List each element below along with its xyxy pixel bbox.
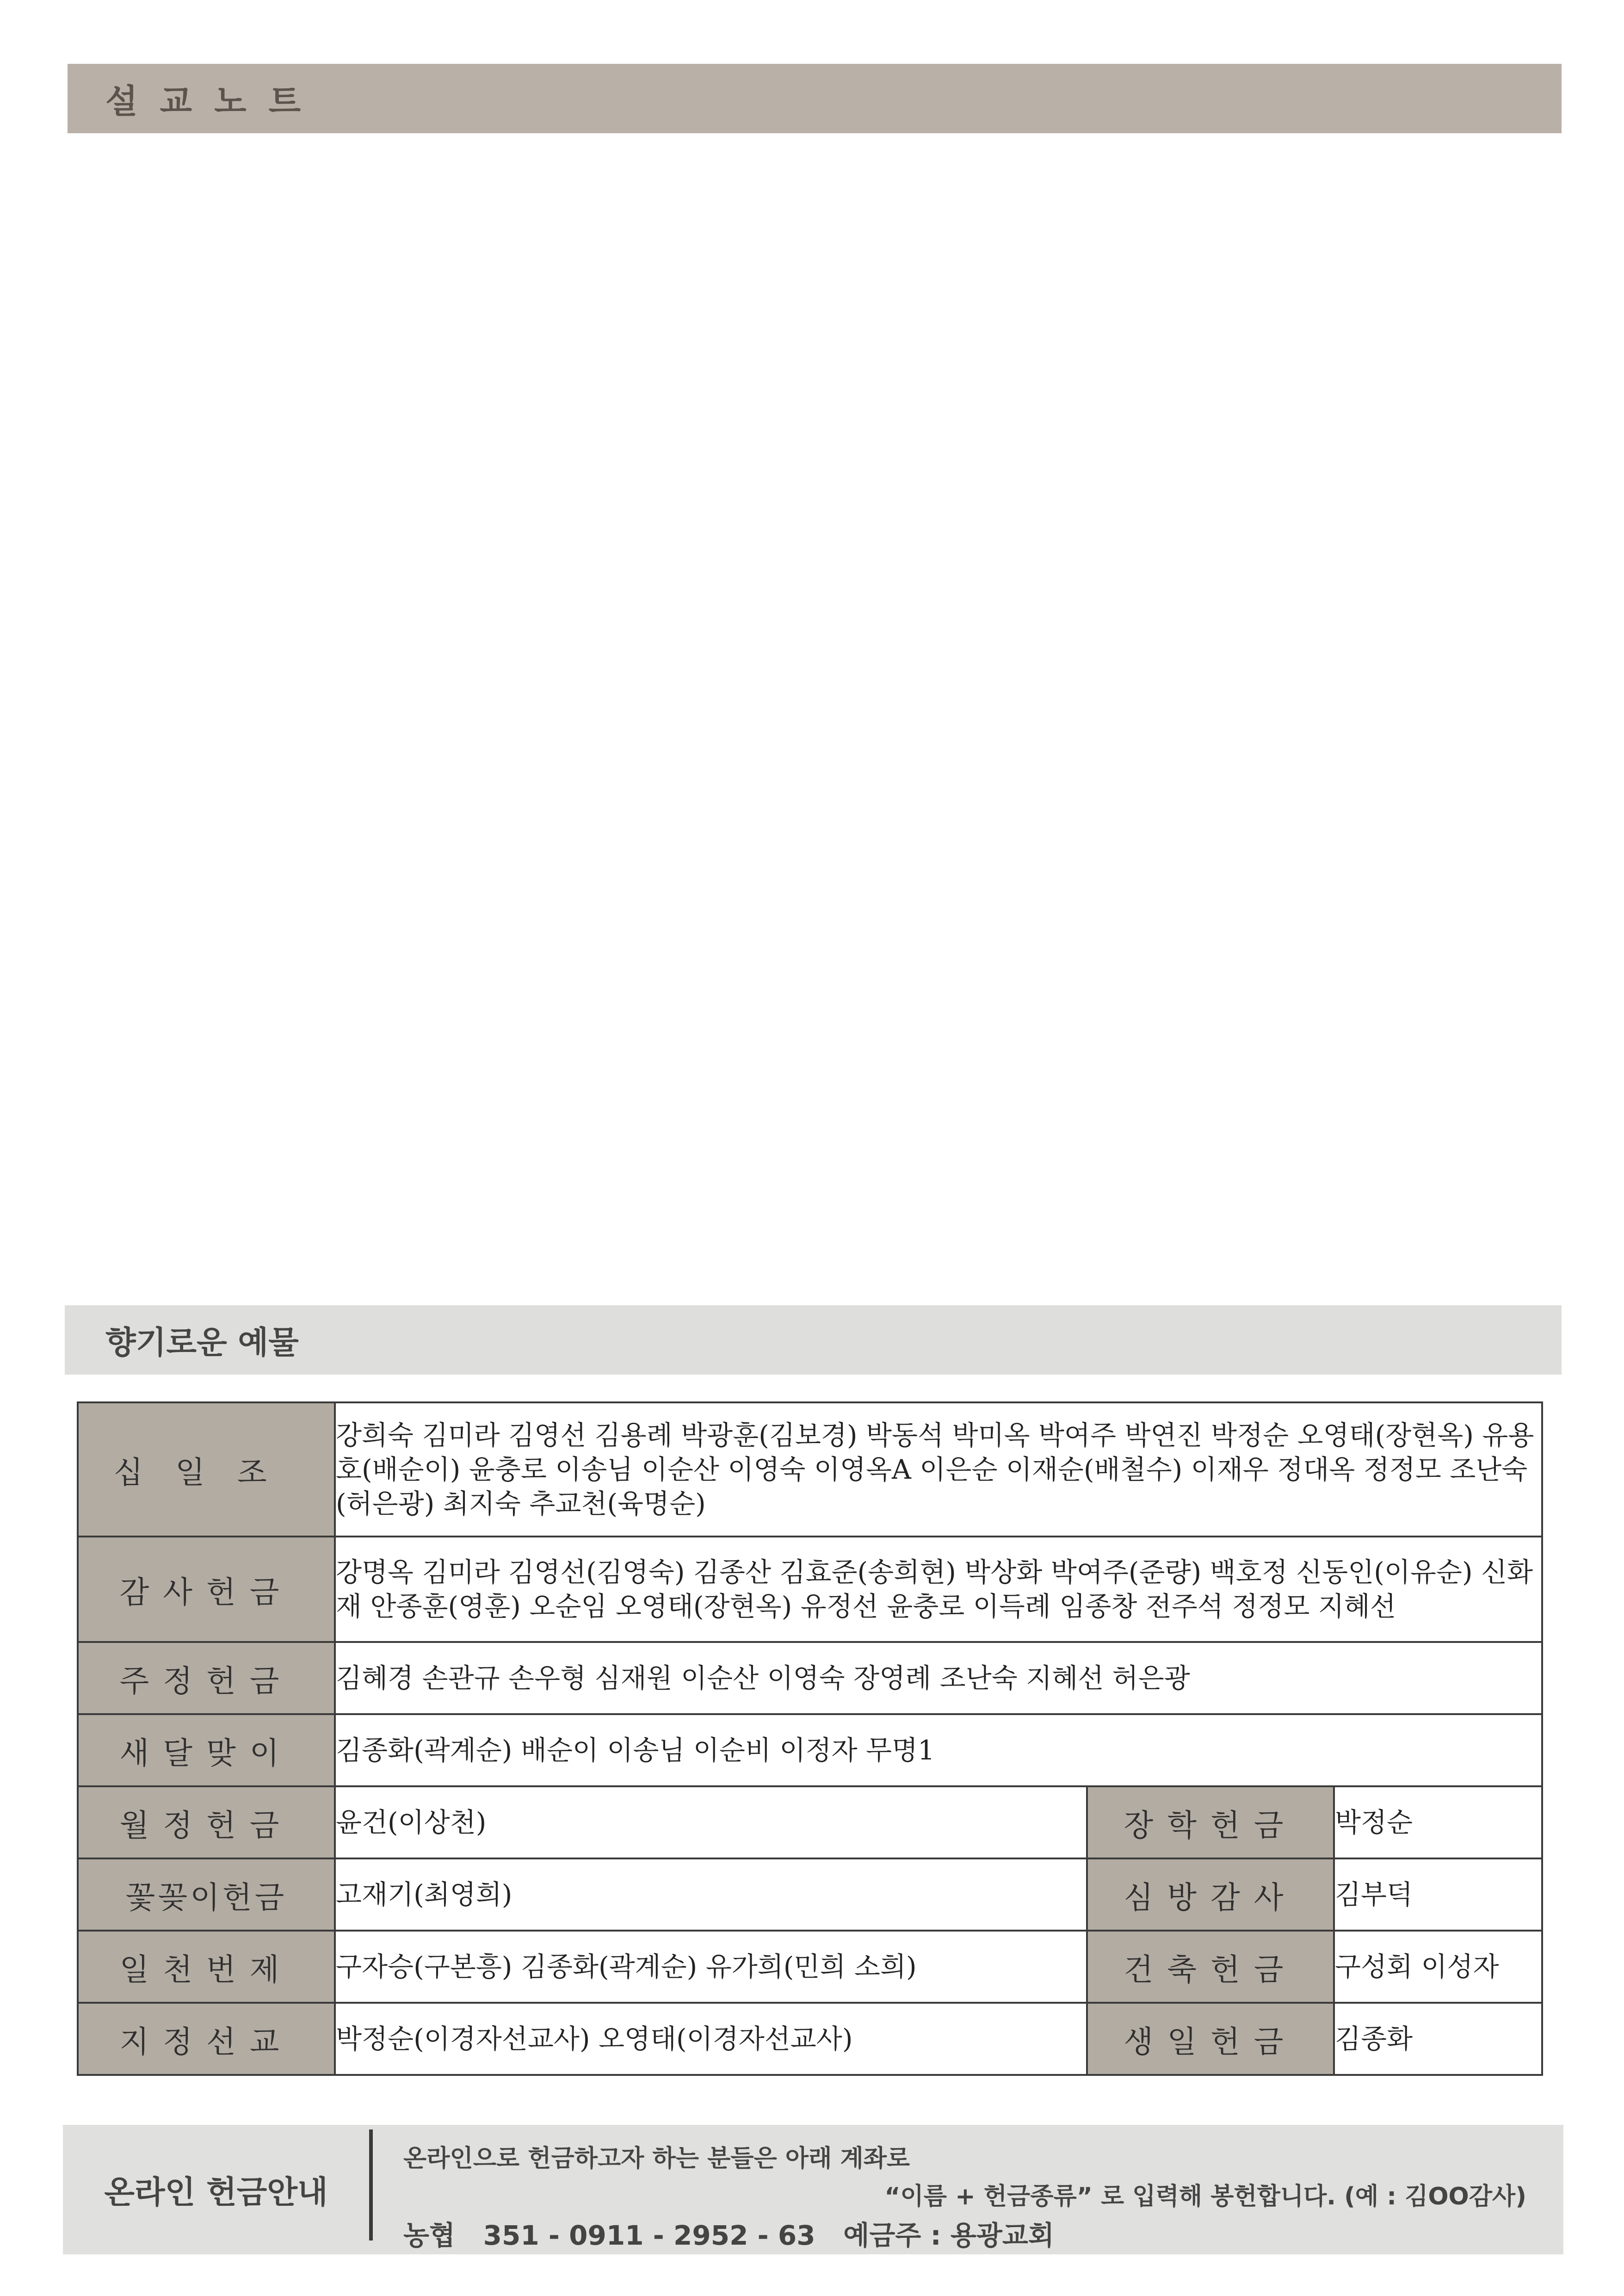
online-offering-info bbox=[373, 2125, 1563, 2254]
table-row bbox=[78, 1786, 1542, 1858]
sermon-notes-header bbox=[68, 64, 1562, 133]
offering-header bbox=[65, 1305, 1562, 1375]
row-label-flower: 꽃꽂이헌금 bbox=[78, 1858, 335, 1931]
row-label-scholarship: 장학헌금 bbox=[1087, 1786, 1334, 1858]
row-label-tithe: 십일조 bbox=[78, 1402, 335, 1537]
row-label-building: 건축헌금 bbox=[1087, 1931, 1334, 2003]
table-row bbox=[78, 1537, 1542, 1642]
online-offering-panel bbox=[63, 2125, 1563, 2254]
row-label-new-month: 새달맞이 bbox=[78, 1714, 335, 1786]
row-names-thanks: 강명옥 김미라 김영선(김영숙) 김종산 김효준(송희현) 박상화 박여주(준량) 백호정 신동인(이유순) 신화재 안종훈(영훈) 오순임 오영태(장현옥) 유정선 윤충로 이득례 임종창 전주석 정정모 지혜선 bbox=[335, 1537, 1542, 1642]
row-names-visitation: 김부덕 bbox=[1334, 1858, 1542, 1931]
row-names-new-month: 김종화(곽계순) 배순이 이송님 이순비 이정자 무명1 bbox=[335, 1714, 1542, 1786]
row-label-monthly: 월정헌금 bbox=[78, 1786, 335, 1858]
row-label-weekly: 주정헌금 bbox=[78, 1642, 335, 1714]
row-label-visitation: 심방감사 bbox=[1087, 1858, 1334, 1931]
row-label-thousand-offerings: 일천번제 bbox=[78, 1931, 335, 2003]
table-row bbox=[78, 2003, 1542, 2075]
row-names-flower: 고재기(최영희) bbox=[335, 1858, 1087, 1931]
row-names-thousand-offerings: 구자승(구본흥) 김종화(곽계순) 유가희(민희 소희) bbox=[335, 1931, 1087, 2003]
table-row bbox=[78, 1402, 1542, 1537]
table-row bbox=[78, 1931, 1542, 2003]
online-offering-title: 온라인 헌금안내 bbox=[104, 2174, 328, 2211]
row-names-scholarship: 박정순 bbox=[1334, 1786, 1542, 1858]
row-names-weekly: 김혜경 손관규 손우형 심재원 이순산 이영숙 장영례 조난숙 지혜선 허은광 bbox=[335, 1642, 1542, 1714]
offering-title: 향기로운 예물 bbox=[105, 1324, 299, 1361]
divider bbox=[369, 2129, 373, 2240]
sermon-notes-title: 설교노트 bbox=[105, 82, 323, 121]
row-names-designated-mission: 박정순(이경자선교사) 오영태(이경자선교사) bbox=[335, 2003, 1087, 2075]
online-offering-format: “이름 + 헌금종류” 로 입력해 봉헌합니다. (예 : 김OO감사) bbox=[884, 2183, 1526, 2210]
online-offering-instruction: 온라인으로 헌금하고자 하는 분들은 아래 계좌로 bbox=[403, 2145, 910, 2173]
table-row bbox=[78, 1642, 1542, 1714]
row-label-birthday: 생일헌금 bbox=[1087, 2003, 1334, 2075]
row-names-monthly: 윤건(이상천) bbox=[335, 1786, 1087, 1858]
row-label-thanks: 감사헌금 bbox=[78, 1537, 335, 1642]
row-names-tithe: 강희숙 김미라 김영선 김용례 박광훈(김보경) 박동석 박미옥 박여주 박연진 박정순 오영태(장현옥) 유용호(배순이) 윤충로 이송님 이순산 이영숙 이영옥A 이은순 이재순(배철수) 이재우 정대옥 정정모 조난숙(허은광) 최지숙 추교천(육명순) bbox=[335, 1402, 1542, 1537]
bank-account: 농협 351 - 0911 - 2952 - 63 예금주 : 용광교회 bbox=[403, 2220, 1054, 2251]
row-label-designated-mission: 지정선교 bbox=[78, 2003, 335, 2075]
offering-table bbox=[77, 1401, 1543, 2076]
table-row bbox=[78, 1858, 1542, 1931]
row-names-building: 구성회 이성자 bbox=[1334, 1931, 1542, 2003]
table-row bbox=[78, 1714, 1542, 1786]
row-names-birthday: 김종화 bbox=[1334, 2003, 1542, 2075]
